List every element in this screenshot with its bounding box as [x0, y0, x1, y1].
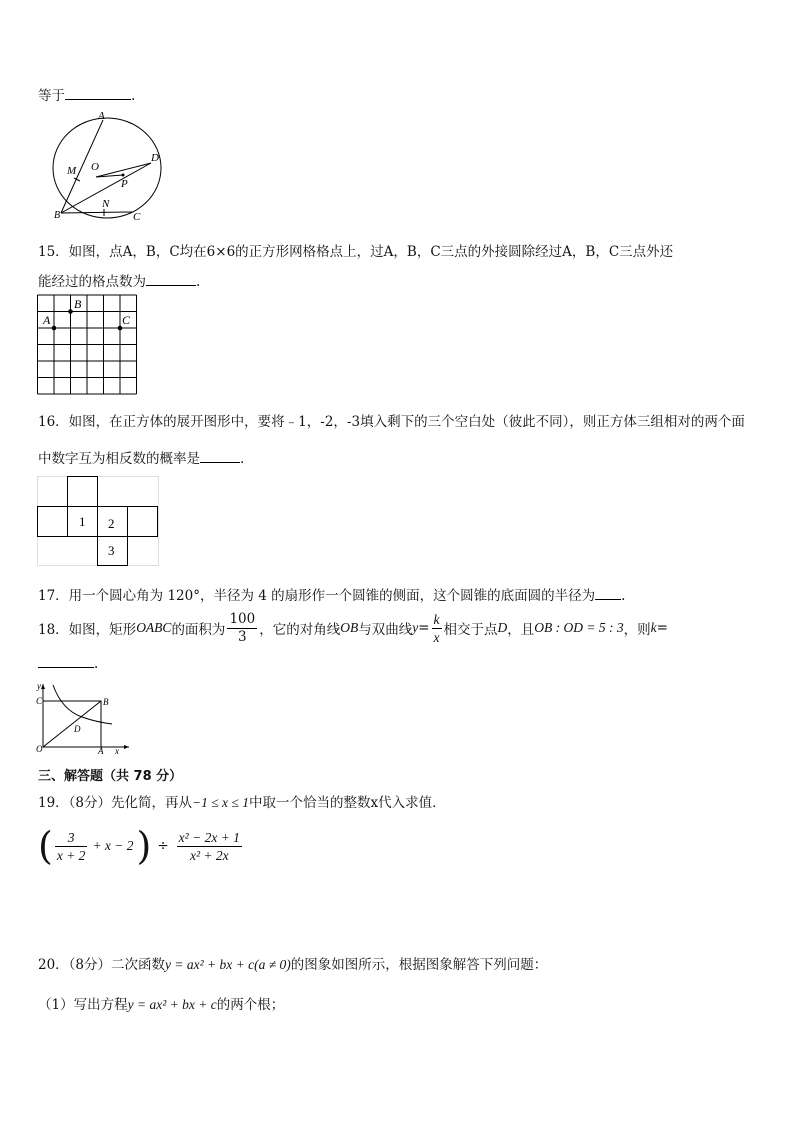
- label-O: O: [91, 161, 99, 173]
- figure-q18-hyperbola: [34, 680, 136, 756]
- number-2: 2: [108, 516, 115, 531]
- label-x: x: [115, 746, 119, 756]
- answer-blank: [595, 587, 621, 600]
- y-axis-arrow: [41, 684, 45, 689]
- answer-blank: [38, 655, 94, 668]
- label-A: A: [43, 313, 51, 327]
- q18-ratio: OB : OD = 5 : 3: [534, 620, 624, 635]
- q18-text: ，它的对角线: [259, 622, 341, 638]
- q16-text: 中数字互为相反数的概率是: [38, 451, 200, 467]
- label-D: D: [151, 152, 159, 164]
- label-O: O: [36, 744, 43, 754]
- q17-period: .: [621, 588, 626, 604]
- q20-part1: [38, 993, 284, 1013]
- q19-text: 19．（8分）先化简，再从: [38, 795, 193, 811]
- label-C: C: [133, 211, 141, 223]
- left-paren: (: [38, 824, 53, 868]
- label-A: A: [98, 746, 104, 756]
- answer-blank: [200, 450, 240, 463]
- fraction-denominator: x² + 2x: [189, 847, 229, 863]
- q20-text: 的图象如图所示，根据图象解答下列问题：: [290, 957, 548, 973]
- point-B: [68, 309, 73, 314]
- fraction-area: [227, 611, 257, 646]
- grid-lines: [38, 295, 137, 394]
- answer-blank: [65, 87, 131, 100]
- point-P: [122, 174, 125, 177]
- q19-expression: [38, 822, 244, 870]
- fraction-numerator: k: [433, 611, 440, 627]
- label-B: B: [74, 297, 82, 311]
- fraction-denominator: x: [433, 629, 440, 645]
- fraction-numerator: 3: [55, 829, 88, 847]
- label-P: P: [121, 178, 128, 190]
- fraction-denominator: x + 2: [56, 847, 86, 863]
- q20-part1-text: （1）写出方程: [38, 997, 128, 1013]
- q18-period: .: [94, 656, 99, 672]
- q20-text: 20．（8分）二次函数: [38, 957, 166, 973]
- q20-part1-equation: y = ax² + bx + c: [127, 997, 217, 1012]
- figure-q14-circle: [40, 108, 170, 223]
- chord-BC: [61, 212, 132, 213]
- label-C: C: [122, 313, 131, 327]
- q14-tail: [38, 84, 135, 104]
- number-1: 1: [79, 514, 86, 529]
- q18-k: k: [650, 620, 657, 635]
- label-y: y: [37, 681, 41, 691]
- q15-line2: [38, 270, 200, 290]
- q20-function: y = ax² + bx + c: [165, 957, 255, 972]
- q14-period: .: [131, 88, 136, 104]
- q15-text: 能经过的格点数为: [38, 274, 146, 290]
- q19-text: 中取一个恰当的整数x代入求值．: [248, 795, 446, 811]
- q14-text: 等于: [38, 88, 65, 104]
- q18-line1: [38, 608, 668, 648]
- fraction-numerator: x² − 2x + 1: [178, 829, 240, 845]
- label-B: B: [54, 210, 61, 221]
- q18-text: 的面积为: [171, 622, 226, 638]
- q18-line2: [38, 655, 98, 672]
- q15-line1: 15．如图，点A，B，C均在6×6的正方形网格格点上，过A，B，C三点的外接圆除经过A，B，C三点外还: [38, 244, 674, 260]
- q18-text: 18．如图，矩形: [38, 622, 137, 638]
- q18-rect-name: OABC: [136, 620, 172, 635]
- division-sign: ÷: [157, 838, 169, 854]
- q18-diagonal: OB: [340, 620, 359, 635]
- q20-line1: [38, 953, 547, 973]
- q18-text: ，且: [507, 622, 535, 638]
- q18-text: 与双曲线: [358, 622, 413, 638]
- figure-q16-cube-net: [36, 475, 162, 568]
- label-C: C: [36, 696, 43, 706]
- diagonal-OB: [43, 701, 101, 747]
- q18-text: ，则: [623, 622, 651, 638]
- q18-eq: =: [418, 620, 430, 636]
- answer-blank: [146, 273, 196, 286]
- fraction-3-over-x-plus-2: [55, 829, 88, 864]
- q18-text: 相交于点: [443, 622, 498, 638]
- number-3: 3: [108, 543, 115, 558]
- figure-q15-grid: [36, 293, 142, 397]
- q16-line2: [38, 447, 244, 467]
- q17: [38, 584, 625, 604]
- q20-part1-text: 的两个根；: [216, 997, 285, 1013]
- q19-middle-terms: + x − 2: [92, 838, 134, 853]
- face-left: [38, 507, 68, 537]
- label-B: B: [103, 697, 109, 707]
- q15-period: .: [196, 274, 201, 290]
- label-M: M: [67, 165, 77, 177]
- fraction-denominator: 3: [238, 628, 247, 645]
- label-A: A: [98, 110, 105, 122]
- fraction-numerator: 100: [229, 610, 256, 627]
- q19-line1: [38, 791, 446, 811]
- label-D: D: [74, 724, 81, 734]
- q18-point-D: D: [497, 620, 508, 635]
- point-A: [52, 326, 57, 331]
- q18-y: y: [412, 620, 419, 635]
- q17-text: 17．用一个圆心角为 120°，半径为 4 的扇形作一个圆锥的侧面，这个圆锥的底面圆的半径为: [38, 588, 596, 604]
- face-top: [68, 477, 98, 507]
- face-right: [128, 507, 158, 537]
- fraction-k-over-x: [432, 611, 442, 646]
- q16-line1: 16．如图，在正方体的展开图形中，要将﹣1，-2，-3填入剩下的三个空白处（彼此不同），则正方体三组相对的两个面: [38, 414, 745, 430]
- q19-range: −1 ≤ x ≤ 1: [192, 795, 249, 810]
- label-N: N: [102, 198, 110, 210]
- q18-eq: =: [656, 620, 668, 636]
- section-header: 三、解答题（共 78 分）: [38, 769, 183, 784]
- q16-period: .: [240, 451, 245, 467]
- fraction-divisor: [177, 829, 242, 864]
- x-axis-arrow: [124, 745, 129, 749]
- q20-condition: (a ≠ 0): [254, 957, 291, 972]
- right-paren: ): [136, 824, 152, 868]
